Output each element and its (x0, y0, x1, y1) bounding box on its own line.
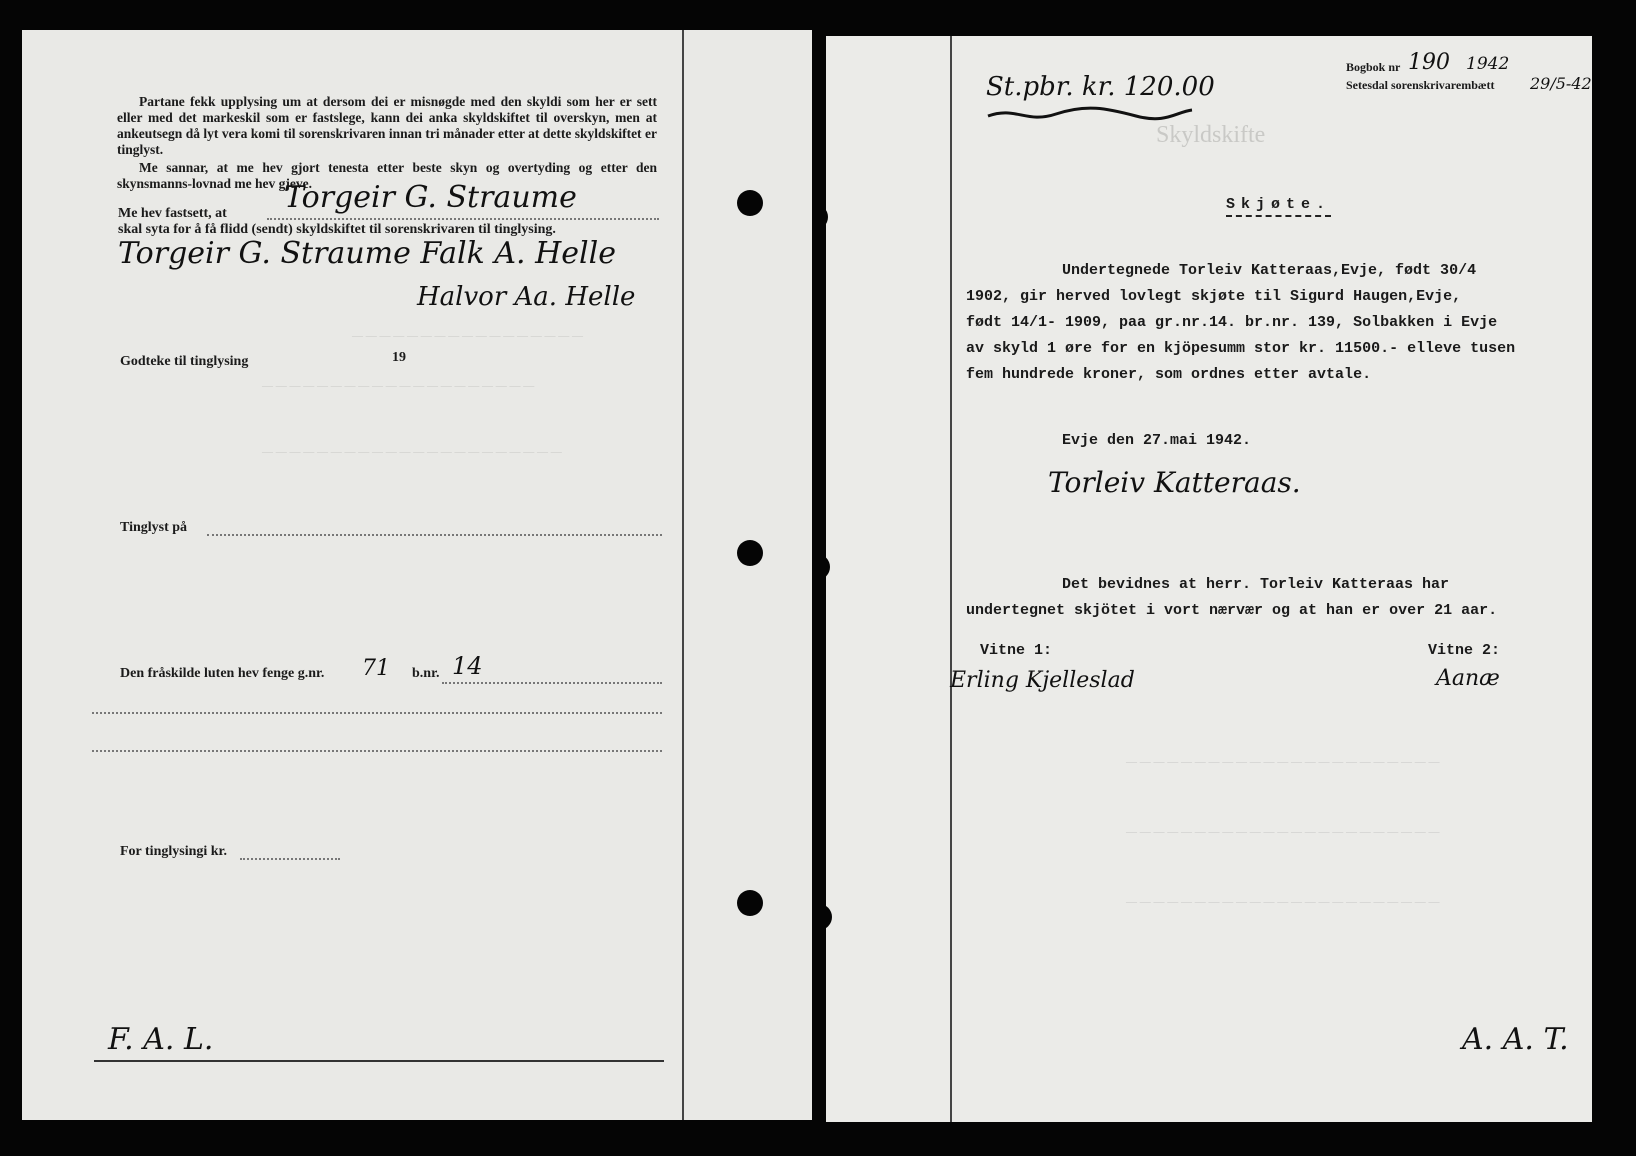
signature-line-1: Torgeir G. Straume Falk A. Helle (118, 236, 616, 271)
deed-line: Undertegnede Torleiv Katteraas,Evje, født 30/4 (1062, 262, 1477, 279)
parcel-line (442, 682, 662, 684)
oath-paragraph: Me sannar, at me hev gjort tenesta etter beste skyn og overtyding og etter den skynsmanns-lovnad me hev gjeve. (117, 160, 657, 191)
intro-paragraph: Partane fekk upplysing um at dersom dei er misnøgde med den skyldi som her er sett eller med det markeskil som er fastslege, kann dei anka skyldskiftet til overskyn, men at ankeutsegn då lyt vera komi til sorenskrivaren innan tri månader etter at dette skyldskiftet er tinglyst. (117, 94, 657, 157)
faded-print-text: — — — — — — — — — — — — — — — — — — — — — — — (1126, 896, 1440, 908)
fixed-name-line (267, 218, 659, 220)
punch-hole (826, 204, 828, 230)
initials-handwritten: A. A. T. (1462, 1022, 1569, 1057)
punch-hole (737, 890, 763, 916)
place-date: Evje den 27.mai 1942. (1062, 432, 1252, 449)
attest-line: undertegnet skjötet i vort nærvær og at han er over 21 aar. (966, 602, 1498, 619)
faded-print-text: — — — — — — — — — — — — — — — — — — — — — — — (1126, 756, 1440, 768)
bnr-handwritten: 14 (452, 652, 483, 680)
punch-hole (826, 904, 832, 930)
faded-print-text: — — — — — — — — — — — — — — — — — — — — — — (262, 446, 562, 458)
fee-label: For tinglysingi kr. (120, 844, 227, 859)
witness1-signature: Erling Kjelleslad (950, 668, 1135, 693)
send-instruction: skal syta for å få flidd (sendt) skyldskiftet til sorenskrivaren til tinglysing. (118, 222, 556, 237)
office-date: 29/5-42 (1530, 74, 1592, 93)
faded-background-heading: Skyldskifte (1156, 122, 1266, 148)
blank-line (92, 750, 662, 752)
register-label: Bogbok nr (1346, 60, 1401, 74)
parcel-prefix: Den fråskilde luten hev fenge g.nr. (120, 666, 325, 681)
blank-line (92, 712, 662, 714)
left-page (22, 30, 812, 1120)
signature-line-2: Halvor Aa. Helle (417, 282, 636, 312)
witness2-signature: Aanæ (1436, 666, 1500, 691)
footer-rule (94, 1060, 664, 1062)
faded-print-text: — — — — — — — — — — — — — — — — — — — — (262, 380, 535, 392)
fee-note-handwritten: St.pbr. kr. 120.00 (986, 72, 1215, 102)
register-number: 190 (1408, 50, 1450, 75)
registered-label: Tinglyst på (120, 520, 188, 535)
right-page (826, 36, 1592, 1122)
faded-print-text: — — — — — — — — — — — — — — — — — — — — — — — (1126, 826, 1440, 838)
fixed-name-handwritten: Torgeir G. Straume (284, 180, 577, 215)
gnr-handwritten: 71 (362, 656, 390, 681)
approved-year: 19 (392, 350, 406, 365)
margin-line (950, 36, 952, 1122)
document-title: Skjøte. (1226, 196, 1331, 217)
registered-line (207, 534, 662, 536)
faded-print-text: — — — — — — — — — — — — — — — — — (352, 330, 583, 342)
witness1-label: Vitne 1: (980, 642, 1053, 659)
deed-line: født 14/1- 1909, paa gr.nr.14. br.nr. 139, Solbakken i Evje (966, 314, 1498, 331)
page-fold-line (682, 30, 684, 1120)
fee-line (240, 858, 340, 860)
deed-line: 1902, gir herved lovlegt skjøte til Sigurd Haugen,Evje, (966, 288, 1462, 305)
fixed-label: Me hev fastsett, at (118, 206, 227, 221)
seller-signature: Torleiv Katteraas. (1048, 466, 1301, 499)
register-year: 1942 (1466, 54, 1510, 74)
initials-handwritten: F. A. L. (108, 1022, 214, 1057)
punch-hole (737, 190, 763, 216)
approved-label: Godteke til tinglysing (120, 354, 249, 369)
deed-line: av skyld 1 øre for en kjöpesumm stor kr. 11500.- elleve tusen (966, 340, 1516, 357)
deed-line: fem hundrede kroner, som ordnes etter avtale. (966, 366, 1372, 383)
bnr-label: b.nr. (412, 666, 440, 681)
attest-line: Det bevidnes at herr. Torleiv Katteraas har (1062, 576, 1450, 593)
office-label: Setesdal sorenskrivarembætt (1346, 78, 1495, 92)
witness2-label: Vitne 2: (1428, 642, 1501, 659)
deed-body (966, 258, 1586, 388)
punch-hole (826, 554, 830, 580)
punch-hole (737, 540, 763, 566)
